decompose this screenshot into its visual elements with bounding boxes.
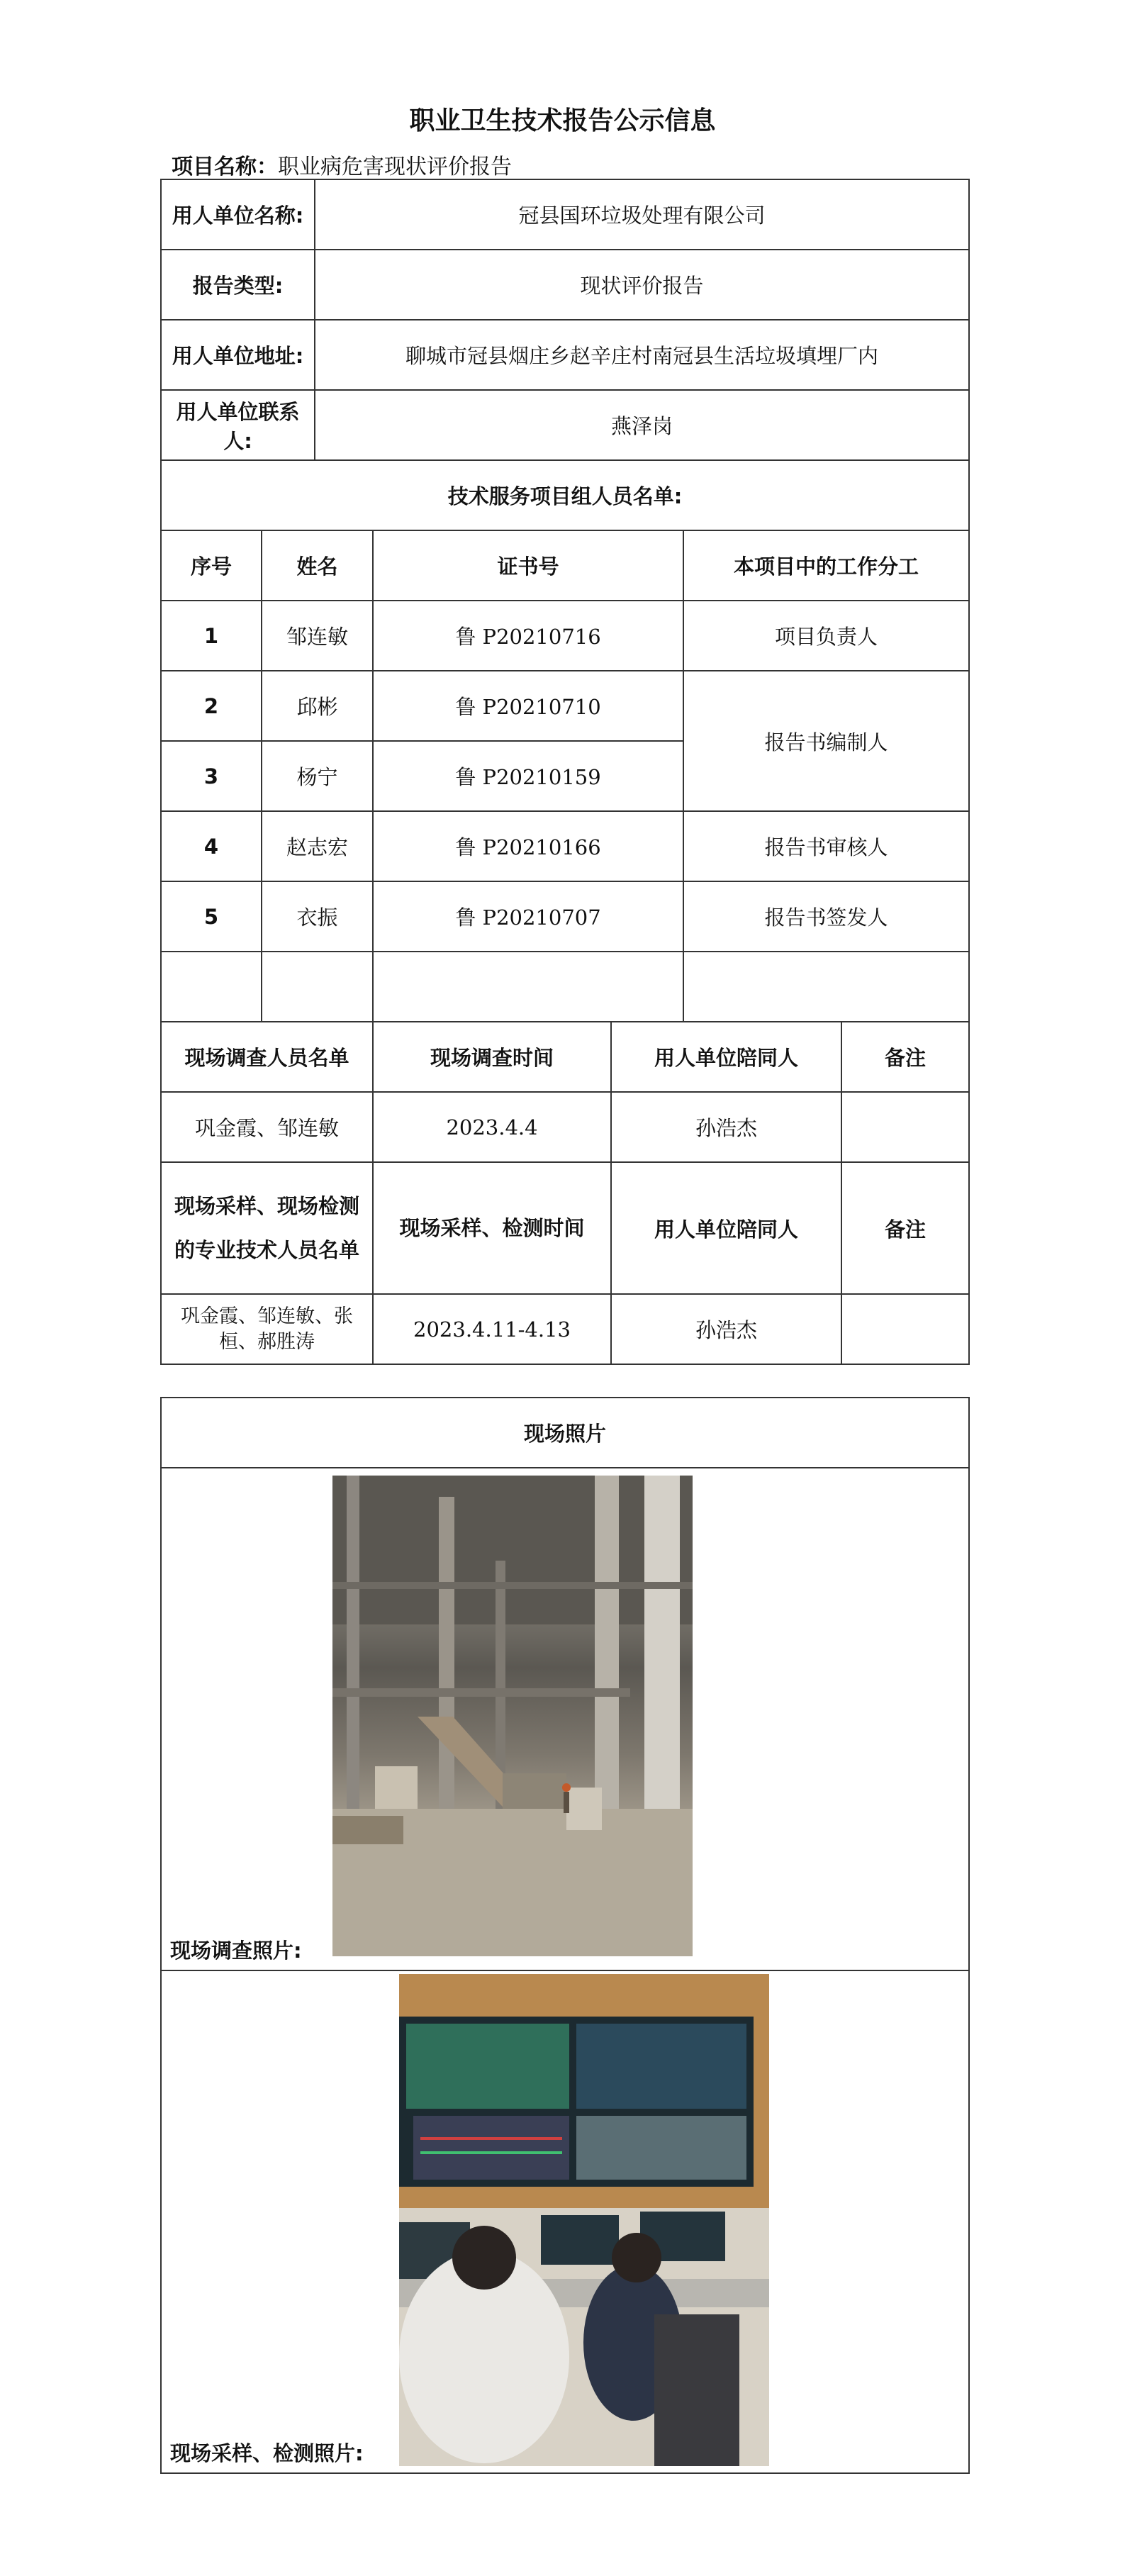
row-cert: 鲁 P20210710 <box>373 671 683 741</box>
row-name: 衣振 <box>262 881 373 952</box>
survey-companion: 孙浩杰 <box>611 1092 841 1162</box>
sampling-header-companion: 用人单位陪同人 <box>611 1162 841 1294</box>
row-no: 1 <box>161 601 262 671</box>
employer-address: 聊城市冠县烟庄乡赵辛庄村南冠县生活垃圾填埋厂内 <box>315 320 969 390</box>
employer-contact: 燕泽岗 <box>315 390 969 460</box>
report-type: 现状评价报告 <box>315 250 969 320</box>
row-no: 3 <box>161 741 262 811</box>
survey-header-time: 现场调查时间 <box>373 1022 611 1092</box>
sampling-header-time: 现场采样、检测时间 <box>373 1162 611 1294</box>
report-type-label: 报告类型: <box>161 250 315 320</box>
row-cert: 鲁 P20210159 <box>373 741 683 811</box>
survey-photo <box>332 1476 693 1956</box>
sampling-people: 巩金霞、邹连敏、张桓、郝胜涛 <box>161 1294 373 1364</box>
row-cert: 鲁 P20210716 <box>373 601 683 671</box>
employer-name: 冠县国环垃圾处理有限公司 <box>315 179 969 250</box>
factory-interior-image <box>332 1476 693 1956</box>
row-role: 报告书审核人 <box>683 811 969 881</box>
team-header-role: 本项目中的工作分工 <box>683 530 969 601</box>
photo-section-title: 现场照片 <box>161 1398 969 1468</box>
survey-photo-caption: 现场调查照片: <box>170 1939 302 1963</box>
row-name: 杨宁 <box>262 741 373 811</box>
survey-photo-cell <box>161 1468 969 1970</box>
table-row <box>161 671 969 741</box>
sampling-time: 2023.4.11-4.13 <box>373 1294 611 1364</box>
row-cert: 鲁 P20210707 <box>373 881 683 952</box>
project-label: 项目名称： <box>172 155 278 179</box>
survey-header-companion: 用人单位陪同人 <box>611 1022 841 1092</box>
team-title: 技术服务项目组人员名单: <box>161 460 969 530</box>
row-name: 邱彬 <box>262 671 373 741</box>
sampling-header-people: 现场采样、现场检测的专业技术人员名单 <box>161 1162 373 1294</box>
survey-header-people: 现场调查人员名单 <box>161 1022 373 1092</box>
row-name: 邹连敏 <box>262 601 373 671</box>
survey-note <box>841 1092 969 1162</box>
row-cert: 鲁 P20210166 <box>373 811 683 881</box>
sampling-photo-caption: 现场采样、检测照片: <box>170 2441 364 2465</box>
sampling-companion: 孙浩杰 <box>611 1294 841 1364</box>
row-no: 2 <box>161 671 262 741</box>
row-role: 报告书签发人 <box>683 881 969 952</box>
project-name: 职业病危害现状评价报告 <box>278 155 512 179</box>
row-role: 报告书编制人 <box>683 671 969 811</box>
row-name: 赵志宏 <box>262 811 373 881</box>
team-header-no: 序号 <box>161 530 262 601</box>
survey-header-note: 备注 <box>841 1022 969 1092</box>
table-row <box>161 601 969 671</box>
survey-time: 2023.4.4 <box>373 1092 611 1162</box>
row-no: 5 <box>161 881 262 952</box>
sampling-note <box>841 1294 969 1364</box>
sampling-header-note: 备注 <box>841 1162 969 1294</box>
table-row <box>161 881 969 952</box>
team-header-cert: 证书号 <box>373 530 683 601</box>
project-line <box>172 149 512 180</box>
row-role: 项目负责人 <box>683 601 969 671</box>
empty-row <box>161 952 969 1022</box>
control-room-image <box>399 1974 769 2466</box>
sampling-photo <box>399 1974 769 2466</box>
photo-table <box>160 1397 970 2474</box>
row-no: 4 <box>161 811 262 881</box>
employer-name-label: 用人单位名称: <box>161 179 315 250</box>
employer-contact-label: 用人单位联系人: <box>161 390 315 460</box>
page-title: 职业卫生技术报告公示信息 <box>409 106 716 135</box>
employer-address-label: 用人单位地址: <box>161 320 315 390</box>
survey-people: 巩金霞、邹连敏 <box>161 1092 373 1162</box>
table-row <box>161 811 969 881</box>
info-table <box>160 179 970 1365</box>
sampling-photo-cell <box>161 1970 969 2473</box>
team-header-name: 姓名 <box>262 530 373 601</box>
